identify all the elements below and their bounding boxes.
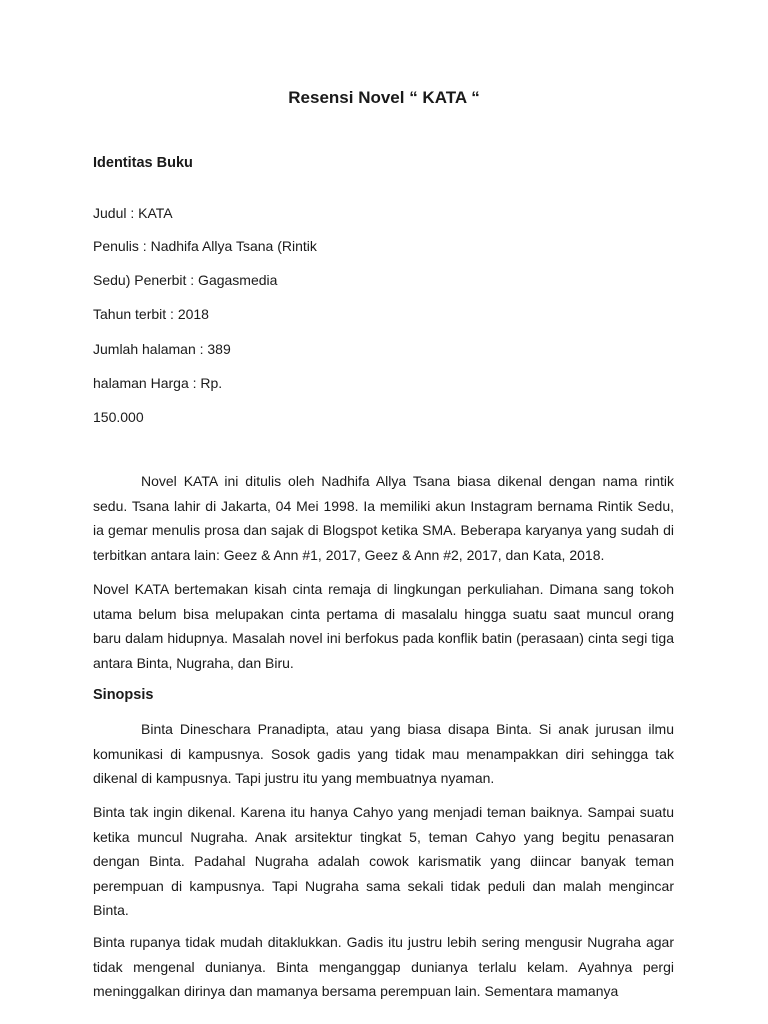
identitas-line-nominal: 150.000 [93,409,144,425]
sinopsis-paragraph-2: Binta tak ingin dikenal. Karena itu hanya Cahyo yang menjadi teman baiknya. Sampai suatu ketika muncul Nugraha. Anak arsitektur tingkat 5, teman Cahyo yang begitu penasaran dengan Binta. Padahal Nugraha adalah cowok karismatik yang diincar banyak teman perempuan di kampusnya. Tapi Nugraha sama sekali tidak peduli dan malah mengincar Binta. [93,804,674,918]
identitas-line-penerbit: Sedu) Penerbit : Gagasmedia [93,272,278,288]
paragraph-theme: Novel KATA bertemakan kisah cinta remaja di lingkungan perkuliahan. Dimana sang tokoh utama belum bisa melupakan cinta pertama di masalalu hingga suatu saat muncul orang baru dalam hidupnya. Masalah novel ini berfokus pada konflik batin (perasaan) cinta segi tiga antara Binta, Nugraha, dan Biru. [93,581,674,671]
page-title: Resensi Novel “ KATA “ [288,88,480,107]
paragraph-author: Novel KATA ini ditulis oleh Nadhifa Allya Tsana biasa dikenal dengan nama rintik sedu. Tsana lahir di Jakarta, 04 Mei 1998. Ia memiliki akun Instagram bernama Rintik Sedu, ia gemar menulis prosa dan sajak di Blogspot ketika SMA. Beberapa karyanya yang sudah di terbitkan antara lain: Geez & Ann #1, 2017, Geez & Ann #2, 2017, dan Kata, 2018. [93,473,674,563]
sinopsis-paragraph-3: Binta rupanya tidak mudah ditaklukkan. Gadis itu justru lebih sering mengusir Nugraha agar tidak mengenal dunianya. Binta menganggap dunianya terlalu kelam. Ayahnya pergi meninggalkan dirinya dan mamanya bersama perempuan lain. Sementara mamanya [93,934,674,999]
identitas-heading: Identitas Buku [93,155,193,171]
identitas-line-judul: Judul : KATA [93,205,173,221]
sinopsis-heading: Sinopsis [93,687,154,703]
identitas-line-jumlah: Jumlah halaman : 389 [93,341,231,357]
identitas-line-harga: halaman Harga : Rp. [93,375,223,391]
identitas-line-penulis: Penulis : Nadhifa Allya Tsana (Rintik [93,238,317,254]
sinopsis-paragraph-1: Binta Dineschara Pranadipta, atau yang biasa disapa Binta. Si anak jurusan ilmu komunikasi di kampusnya. Sosok gadis yang tidak mau menampakkan diri sehingga tak dikenal di kampusnya. Tapi justru itu yang membuatnya nyaman. [93,721,674,786]
identitas-line-tahun: Tahun terbit : 2018 [93,306,209,322]
